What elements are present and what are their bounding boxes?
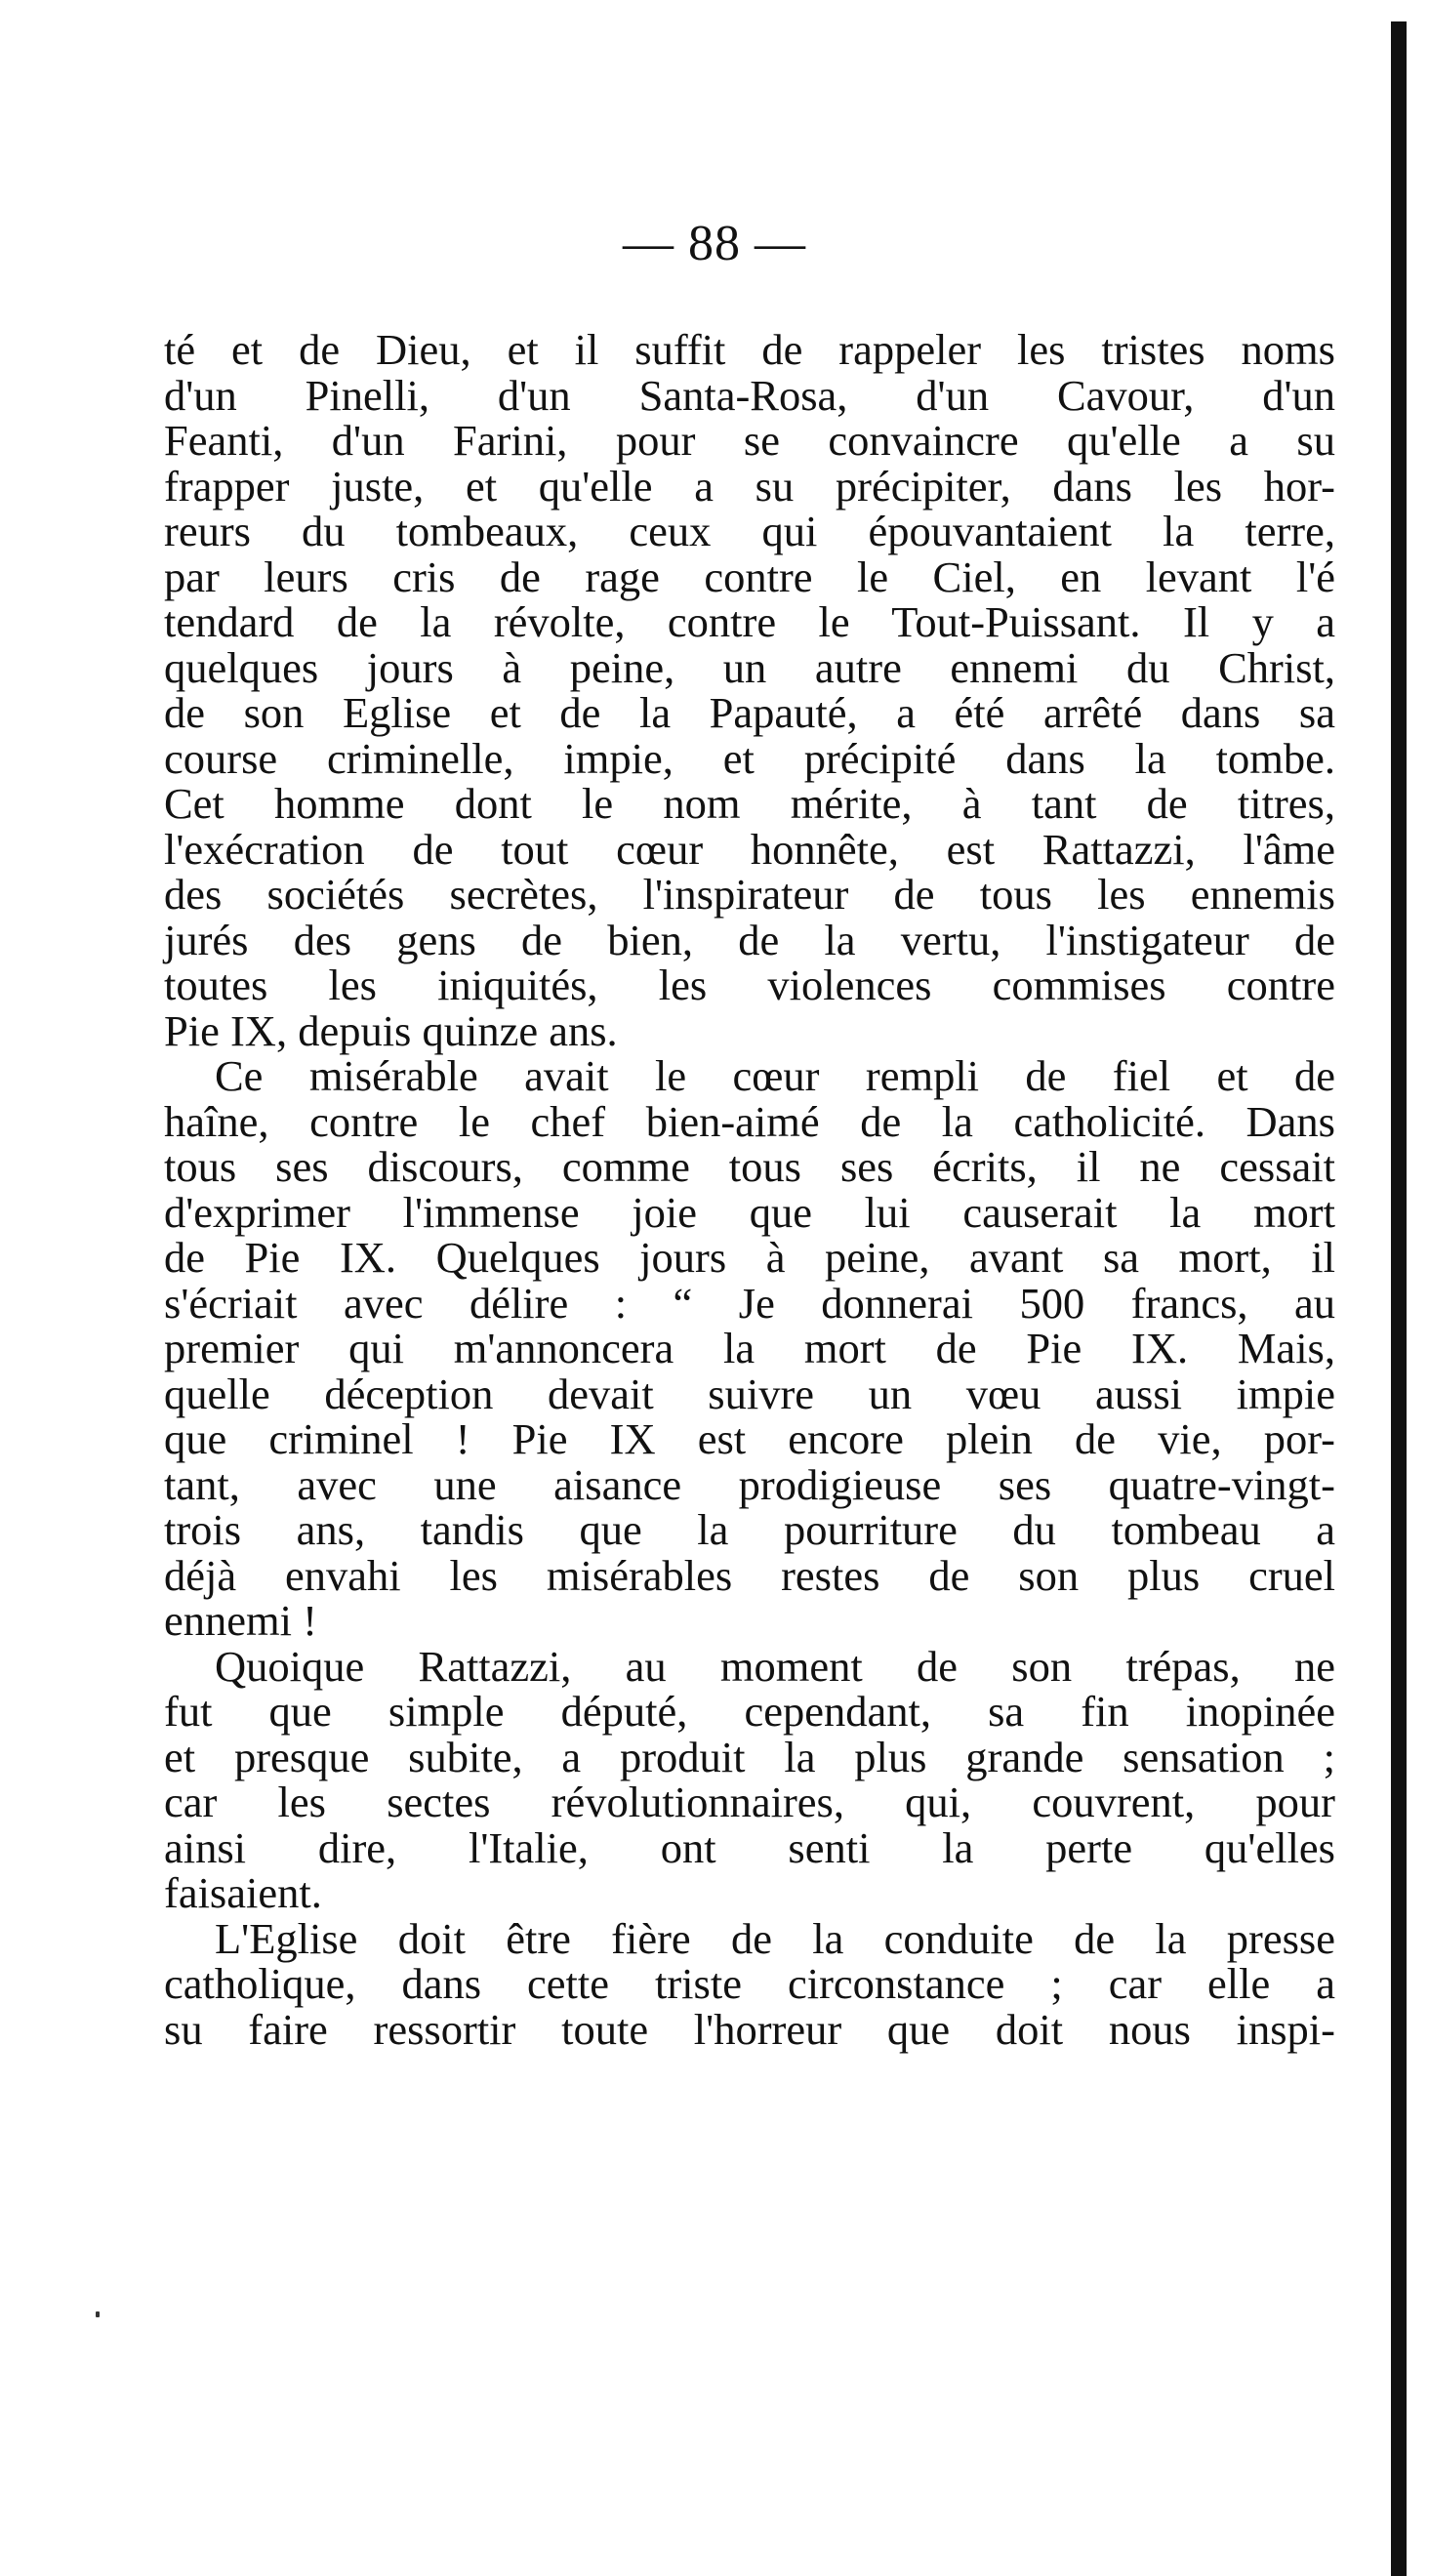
text-line: ainsi dire, l'Italie, ont senti la perte qu'elles [164, 1822, 1335, 1872]
text-line: quelle déception devait suivre un vœu aussi impie [164, 1369, 1335, 1418]
text-line: Cet homme dont le nom mérite, à tant de titres, [164, 779, 1335, 828]
text-line: de Pie IX. Quelques jours à peine, avant sa mort, il [164, 1233, 1335, 1282]
text-line: su faire ressortir toute l'horreur que doit nous inspi- [164, 2004, 1335, 2054]
text-line: que criminel ! Pie IX est encore plein de vie, por- [164, 1414, 1335, 1463]
paragraph-start-line: Quoique Rattazzi, au moment de son trépas, ne [215, 1641, 1335, 1691]
text-line: par leurs cris de rage contre le Ciel, en levant l'é [164, 552, 1335, 601]
text-line: faisaient. [164, 1868, 322, 1917]
text-line: de son Eglise et de la Papauté, a été arrêté dans sa [164, 688, 1335, 737]
text-line: quelques jours à peine, un autre ennemi du Christ, [164, 642, 1335, 692]
page-number: — 88 — [623, 216, 806, 271]
text-line: tant, avec une aisance prodigieuse ses quatre-vingt- [164, 1459, 1335, 1509]
text-line: et presque subite, a produit la plus grande sensation ; [164, 1732, 1335, 1781]
text-line: car les sectes révolutionnaires, qui, couvrent, pour [164, 1778, 1335, 1826]
text-line: reurs du tombeaux, ceux qui épouvantaient la terre, [164, 507, 1335, 555]
paragraph-start-line: Ce misérable avait le cœur rempli de fiel et de [215, 1051, 1335, 1100]
text-line: trois ans, tandis que la pourriture du tombeau a [164, 1505, 1335, 1554]
text-line: déjà envahi les misérables restes de son plus cruel [164, 1550, 1335, 1600]
text-line: s'écriait avec délire : “ Je donnerai 500 francs, au [164, 1278, 1335, 1328]
text-line: Pie IX, depuis quinze ans. [164, 1005, 618, 1055]
text-line: catholique, dans cette triste circonstance ; car elle a [164, 1959, 1335, 2008]
text-line: d'exprimer l'immense joie que lui causerait la mort [164, 1187, 1335, 1237]
text-line: haîne, contre le chef bien-aimé de la catholicité. Dans [164, 1096, 1335, 1146]
text-line: frapper juste, et qu'elle a su précipiter, dans les hor- [164, 461, 1335, 511]
text-line: d'un Pinelli, d'un Santa-Rosa, d'un Cavour, d'un [164, 370, 1335, 420]
scan-speck [96, 2311, 100, 2317]
text-line: té et de Dieu, et il suffit de rappeler les tristes noms [164, 325, 1335, 374]
body-text [164, 327, 1335, 2052]
text-line: ennemi ! [164, 1596, 317, 1645]
text-line: course criminelle, impie, et précipité dans la tombe. [164, 733, 1335, 783]
text-line: l'exécration de tout cœur honnête, est Rattazzi, l'âme [164, 824, 1335, 874]
paragraph-start-line: L'Eglise doit être fière de la conduite de la presse [215, 1913, 1335, 1963]
text-line: jurés des gens de bien, de la vertu, l'instigateur de [164, 915, 1335, 964]
text-line: toutes les iniquités, les violences commises contre [164, 961, 1335, 1009]
text-line: tous ses discours, comme tous ses écrits, il ne cessait [164, 1142, 1335, 1191]
text-line: tendard de la révolte, contre le Tout-Puissant. Il y a [164, 597, 1335, 646]
page-edge-shadow [1391, 21, 1407, 2576]
text-line: Feanti, d'un Farini, pour se convaincre qu'elle a su [164, 416, 1335, 465]
text-line: des sociétés secrètes, l'inspirateur de tous les ennemis [164, 870, 1335, 919]
text-line: premier qui m'annoncera la mort de Pie IX. Mais, [164, 1324, 1335, 1372]
text-line: fut que simple député, cependant, sa fin inopinée [164, 1687, 1335, 1736]
